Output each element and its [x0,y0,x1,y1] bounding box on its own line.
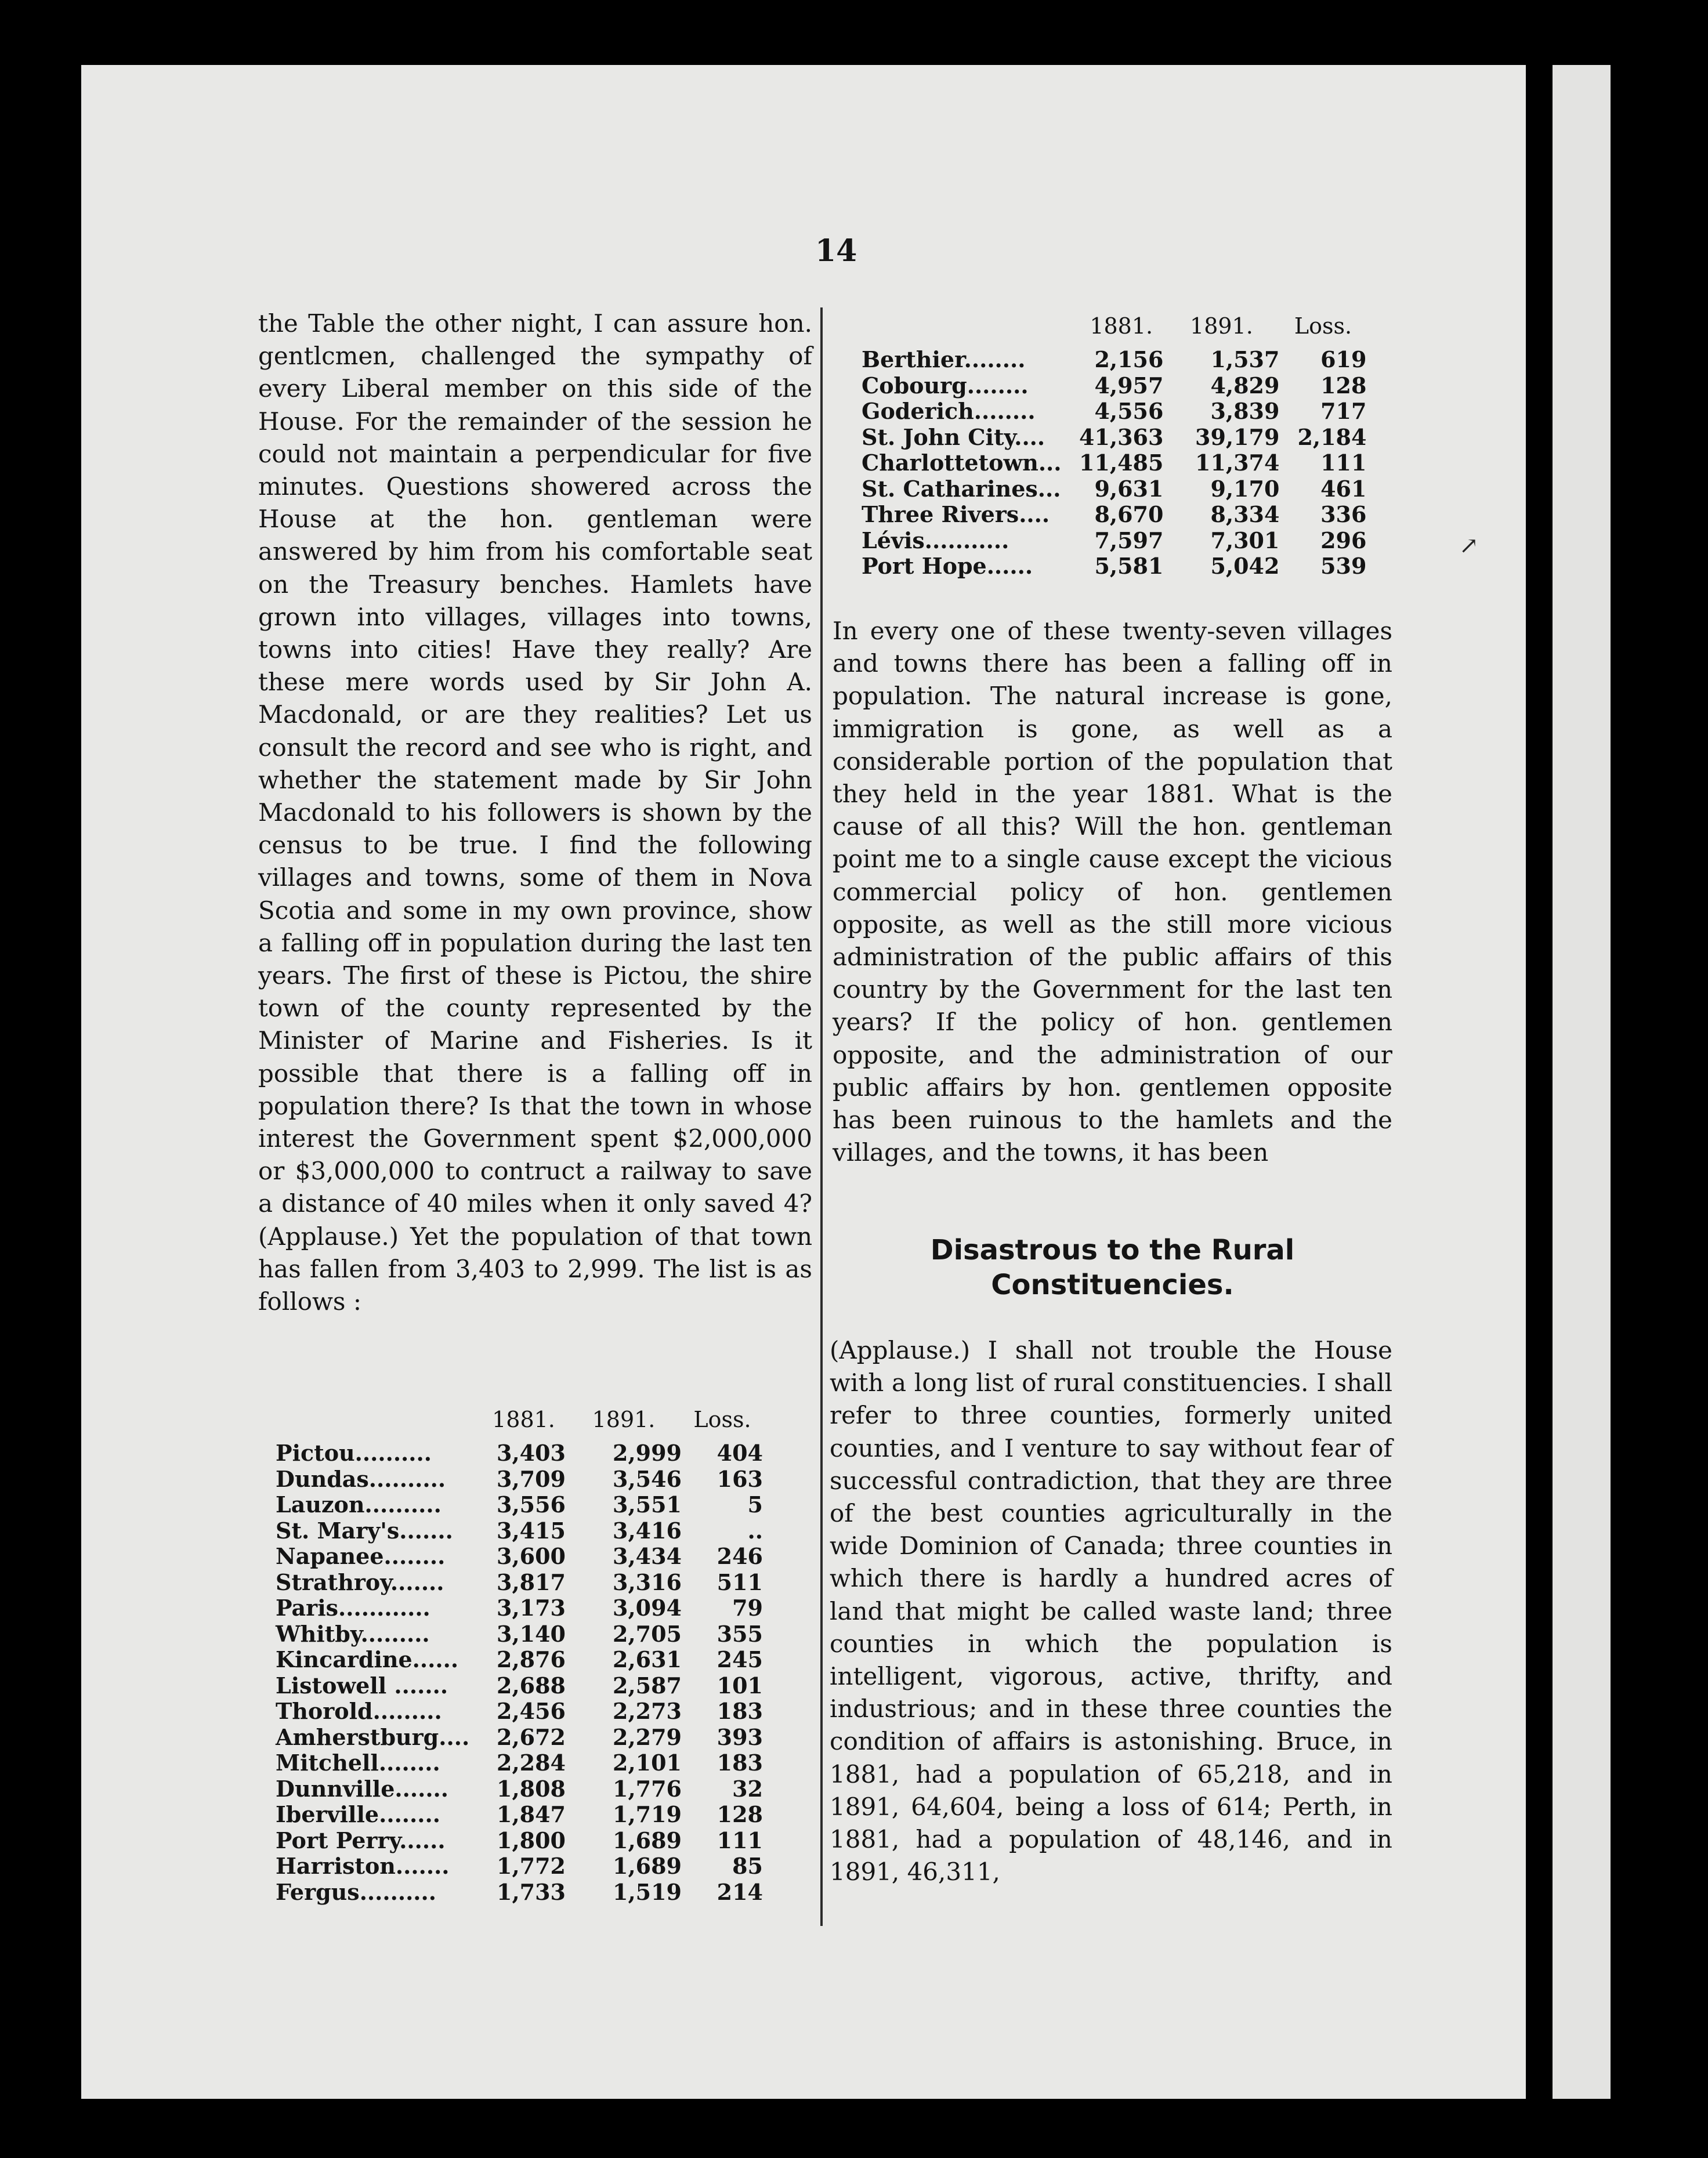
pop-loss: 111 [717,1827,763,1853]
pop-1881: 5,581 [1094,553,1164,579]
table-row [276,1776,763,1802]
pop-1891: 2,279 [613,1723,682,1750]
left-column-text [258,307,812,1318]
table-row [862,450,1366,476]
pop-1881: 3,415 [497,1517,566,1544]
header-name [276,1407,482,1440]
pop-loss: 214 [717,1878,763,1905]
header-1881: 1881. [492,1407,555,1432]
place-name: Goderich........ [862,398,1036,424]
table-row [276,1621,763,1648]
table-row [276,1802,763,1828]
place-name: Napanee........ [276,1543,446,1569]
pop-loss: 245 [717,1646,763,1672]
table-row [276,1467,763,1493]
place-name: Berthier........ [862,346,1026,372]
place-name: Three Rivers.... [862,501,1050,527]
pop-1891: 3,316 [613,1569,682,1595]
header-1881: 1881. [1090,313,1153,339]
stray-mark: ↗ [1459,533,1479,559]
header-name [862,313,1079,347]
pop-1891: 3,551 [613,1491,682,1518]
pop-1891: 39,179 [1195,423,1280,450]
pop-loss: 619 [1320,346,1367,372]
place-name: St. Mary's....... [276,1517,453,1544]
pop-1881: 7,597 [1094,527,1164,553]
right-column-text [833,615,1392,1169]
pop-loss: 2,184 [1297,423,1367,450]
table-row [276,1595,763,1621]
pop-1881: 2,284 [497,1750,566,1776]
population-table-right [862,313,1366,580]
place-name: Lévis........... [862,527,1009,553]
pop-1891: 8,334 [1210,501,1280,527]
table-row [862,373,1366,399]
pop-loss: 296 [1320,527,1367,553]
pop-loss: 393 [717,1723,763,1750]
table-row [276,1647,763,1673]
table-row [276,1440,763,1467]
place-name: Whitby......... [276,1620,430,1647]
table-row [276,1673,763,1699]
column-divider [820,307,823,1926]
pop-1891: 4,829 [1210,372,1280,399]
pop-1881: 2,456 [497,1698,566,1724]
place-name: Mitchell........ [276,1750,440,1776]
table-row [276,1725,763,1751]
table-row [276,1828,763,1854]
pop-1891: 1,719 [613,1801,682,1827]
pop-loss: 511 [717,1569,763,1595]
pop-1891: 7,301 [1210,527,1280,553]
place-name: St. John City.... [862,423,1045,450]
place-name: Dunnville....... [276,1775,449,1802]
pop-loss: 163 [717,1465,763,1492]
table-row [276,1544,763,1570]
pop-1881: 8,670 [1094,501,1164,527]
pop-1891: 2,999 [613,1440,682,1466]
paragraph: In every one of these twenty-seven villages and towns there has been a falling off in population. The natural increase is gone, immigration is gone, as well as a considerable portion of the population that they held in the year 1881. What is the cause of all this? Will the hon. gentleman point me to a single cause except the vicious commercial policy of hon. gentlemen opposite, as well as the still more vicious administration of the public affairs of this country by the Government for the last ten years? If the policy of hon. gentlemen opposite, and the administration of our public affairs by hon. gentlemen opposite has been ruinous to the hamlets and the villages, and the towns, it has been [833,617,1392,1167]
place-name: Amherstburg.... [276,1723,470,1750]
pop-1891: 1,689 [613,1853,682,1879]
table-row [862,399,1366,425]
pop-1881: 3,709 [497,1465,566,1492]
pop-loss: 5 [747,1491,763,1518]
pop-loss: 355 [717,1620,763,1647]
header-loss: Loss. [693,1407,751,1432]
pop-1881: 3,556 [497,1491,566,1518]
pop-1881: 1,847 [497,1801,566,1827]
pop-1891: 1,537 [1210,346,1280,372]
table-row [862,425,1366,451]
place-name: St. Catharines... [862,475,1061,502]
pop-loss: .. [747,1517,763,1544]
header-loss: Loss. [1294,313,1352,339]
place-name: Paris............ [276,1595,430,1621]
table-row [862,476,1366,502]
place-name: Dundas.......... [276,1465,446,1492]
pop-1891: 11,374 [1195,450,1280,476]
pop-loss: 183 [717,1750,763,1776]
pop-1881: 4,957 [1094,372,1164,399]
place-name: Pictou.......... [276,1440,432,1466]
pop-1881: 4,556 [1094,398,1164,424]
pop-loss: 32 [732,1775,763,1802]
pop-loss: 79 [732,1595,763,1621]
table-header-row [276,1407,763,1440]
table-row [276,1492,763,1518]
place-name: Strathroy....... [276,1569,444,1595]
pop-1891: 2,101 [613,1750,682,1776]
pop-loss: 85 [732,1853,763,1879]
table-row [862,347,1366,373]
pop-1881: 3,403 [497,1440,566,1466]
section-heading: Disastrous to the Rural Constituencies. [930,1234,1295,1301]
pop-1881: 41,363 [1079,423,1164,450]
place-name: Cobourg........ [862,372,1029,399]
pop-1881: 3,600 [497,1543,566,1569]
pop-1881: 3,817 [497,1569,566,1595]
adjacent-page-edge [1553,65,1611,2099]
pop-1881: 2,672 [497,1723,566,1750]
table-row [276,1853,763,1880]
table-row [276,1750,763,1776]
pop-1881: 2,876 [497,1646,566,1672]
pop-loss: 461 [1320,475,1367,502]
place-name: Lauzon.......... [276,1491,442,1518]
place-name: Listowell ....... [276,1672,448,1699]
place-name: Charlottetown... [862,450,1062,476]
pop-1881: 9,631 [1094,475,1164,502]
place-name: Port Hope...... [862,553,1033,579]
table-row [276,1699,763,1725]
pop-1881: 1,800 [497,1827,566,1853]
pop-loss: 246 [717,1543,763,1569]
pop-1891: 1,519 [613,1878,682,1905]
pop-1891: 1,776 [613,1775,682,1802]
pop-loss: 717 [1320,398,1367,424]
table-row [276,1570,763,1596]
pop-1891: 1,689 [613,1827,682,1853]
place-name: Harriston....... [276,1853,450,1879]
pop-1891: 2,587 [613,1672,682,1699]
page-number: 14 [815,233,857,269]
header-1891: 1891. [1190,313,1253,339]
pop-1881: 2,156 [1094,346,1164,372]
pop-1891: 3,839 [1210,398,1280,424]
table-row [862,502,1366,528]
pop-1881: 1,808 [497,1775,566,1802]
pop-1881: 1,733 [497,1878,566,1905]
pop-1881: 11,485 [1079,450,1164,476]
pop-1891: 3,546 [613,1465,682,1492]
table-row [862,528,1366,554]
pop-loss: 128 [1320,372,1367,399]
pop-1891: 5,042 [1210,553,1280,579]
pop-1881: 1,772 [497,1853,566,1879]
population-table-left [276,1407,763,1905]
place-name: Thorold......... [276,1698,442,1724]
paragraph: the Table the other night, I can assure hon. gentlcmen, challenged the sympathy of every Liberal member on this side of the House. For the remainder of the session he could not maintain a perpendicular for five minutes. Questions showered across the House at the hon. gentleman were answered by him from his comfortable seat on the Treasury benches. Hamlets have grown into villages, villages into towns, towns into cities! Have they really? Are these mere words used by Sir John A. Macdonald, or are they realities? Let us consult the record and see who is right, and whether the statement made by Sir John Macdonald to his followers is shown by the census to be true. I find the following villages and towns, some of them in Nova Scotia and some in my own province, show a falling off in population during the last ten years. The first of these is Pictou, the shire town of the county represented by the Minister of Marine and Fisheries. Is it possible that there is a falling off in population there? Is that the town in whose interest the Government spent $2,000,000 or $3,000,000 to contruct a railway to save a distance of 40 miles when it only saved 4? (Applause.) Yet the population of that town has fallen from 3,403 to 2,999. The list is as follows : [258,309,812,1316]
pop-loss: 336 [1320,501,1367,527]
pop-loss: 539 [1320,553,1367,579]
table-row [862,553,1366,580]
pop-1881: 2,688 [497,1672,566,1699]
pop-loss: 101 [717,1672,763,1699]
pop-1891: 2,631 [613,1646,682,1672]
table-header-row [862,313,1366,347]
pop-loss: 128 [717,1801,763,1827]
pop-1891: 2,705 [613,1620,682,1647]
pop-1891: 9,170 [1210,475,1280,502]
place-name: Kincardine...... [276,1646,459,1672]
pop-1891: 2,273 [613,1698,682,1724]
pop-1881: 3,140 [497,1620,566,1647]
place-name: Port Perry...... [276,1827,446,1853]
place-name: Iberville........ [276,1801,440,1827]
pop-1891: 3,434 [613,1543,682,1569]
right-column-text-2 [830,1334,1392,1888]
place-name: Fergus.......... [276,1878,436,1905]
table-row [276,1880,763,1906]
pop-loss: 404 [717,1440,763,1466]
pop-loss: 183 [717,1698,763,1724]
pop-1881: 3,173 [497,1595,566,1621]
pop-loss: 111 [1320,450,1367,476]
header-1891: 1891. [592,1407,656,1432]
table-row [276,1518,763,1544]
paragraph: (Applause.) I shall not trouble the House with a long list of rural constituencies. I shall refer to three counties, formerly united counties, and I venture to say without fear of successful contradiction, that they are three of the best counties agriculturally in the wide Dominion of Canada; three counties in which there is hardly a hundred acres of land that might be called waste land; three counties in which the population is intelligent, vigorous, active, thrifty, and industrious; and in these three counties the condition of affairs is astonishing. Bruce, in 1881, had a population of 65,218, and in 1891, 64,604, being a loss of 614; Perth, in 1881, had a population of 48,146, and in 1891, 46,311, [830,1336,1392,1887]
pop-1891: 3,416 [613,1517,682,1544]
pop-1891: 3,094 [613,1595,682,1621]
